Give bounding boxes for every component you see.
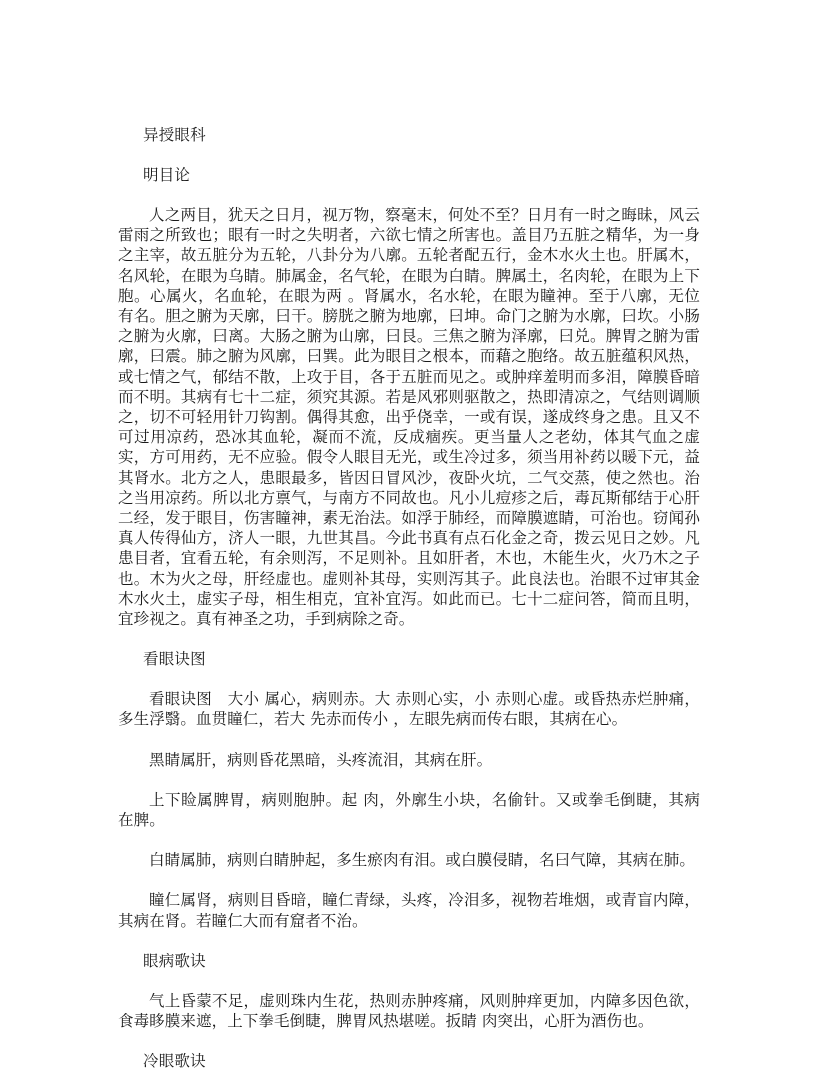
section-heading-kanyanjuetu: 看眼诀图	[143, 650, 206, 669]
body-paragraph: 气上昏蒙不足，虚则珠内生花，热则赤肿疼痛，风则肿痒更加，内障多因色欲，食毒眵膜来遮，上下拳毛倒睫，脾胃风热堪嗟。扳睛 肉突出，心肝为酒伤也。	[118, 991, 700, 1031]
body-paragraph: 人之两目，犹天之日月，视万物，察毫末，何处不至？日月有一时之晦昧，风云雷雨之所致也；眼有一时之失明者，六欲七情之所害也。盖目乃五脏之精华，为一身之主宰，故五脏分为五轮，八卦分为八廓。五轮者配五行，金木水火土也。肝属木，名风轮，在眼为乌睛。肺属金，名气轮，在眼为白睛。脾属土，名肉轮，在眼为上下胞。心属火，名血轮，在眼为两 。肾属水，名水轮，在眼为瞳神。至于八廓，无位有名。胆之腑为天廓，曰干。膀胱之腑为地廓，曰坤。命门之腑为水廓，曰坎。小肠之腑为火廓，曰离。大肠之腑为山廓，曰艮。三焦之腑为泽廓，曰兑。脾胃之腑为雷廓，曰震。肺之腑为风廓，曰巽。此为眼目之根本，而藉之胞络。故五脏蕴积风热，或七情之气，郁结不散，上攻于目，各于五脏而见之。或肿痒羞明而多泪，障膜昏暗而不明。其病有七十二症，须究其源。若是风邪则驱散之，热即清凉之，气结则调顺之，切不可轻用针刀钩割。偶得其愈，出乎侥幸，一或有误，遂成终身之患。且又不可过用凉药，恐冰其血轮，凝而不流，反成痼疾。更当量人之老幼，体其气血之虚实，方可用药，无不应验。假令人眼目无光，或生冷过多，须当用补药以暖下元，益其肾水。北方之人，患眼最多，皆因日冒风沙，夜卧火坑，二气交蒸，使之然也。治之当用凉药。所以北方禀气，与南方不同故也。凡小儿痘疹之后，毒瓦斯郁结于心肝二经，发于眼目，伤害瞳神，素无治法。如浮于肺经，而障膜遮睛，可治也。窃闻孙真人传得仙方，济人一眼，九世其昌。今此书真有点石化金之奇，拨云见日之妙。凡患目者，宜看五轮，有余则泻，不足则补。且如肝者，木也，木能生火，火乃木之子也。木为火之母，肝经虚也。虚则补其母，实则泻其子。此良法也。治眼不过审其金木水火土，虚实子母，相生相克，宜补宜泻。如此而已。七十二症问答，简而且明，宜珍视之。真有神圣之功，手到病除之奇。	[118, 206, 700, 629]
body-paragraph: 看眼诀图 大小 属心，病则赤。大 赤则心实，小 赤则心虚。或昏热赤烂肿痛，多生浮翳。血贯瞳仁，若大 先赤而传小 ，左眼先病而传右眼，其病在心。	[118, 690, 700, 729]
body-paragraph: 瞳仁属肾，病则目昏暗，瞳仁青绿，头疼，冷泪多，视物若堆烟，或青盲内障，其病在肾。若瞳仁大而有窟者不治。	[118, 891, 700, 930]
document-title: 异授眼科	[143, 126, 206, 144]
section-heading-yanbinggejue: 眼病歌诀	[143, 951, 206, 970]
section-heading-mingmulun: 明目论	[143, 166, 191, 184]
body-paragraph: 黑睛属肝，病则昏花黑暗，头疼流泪，其病在肝。	[149, 750, 493, 769]
body-paragraph: 上下睑属脾胃，病则胞肿。起 肉，外廓生小块，名偷针。又或拳毛倒睫，其病在脾。	[118, 790, 700, 830]
section-heading-lengyangejue: 冷眼歌诀	[143, 1052, 206, 1071]
body-paragraph: 白睛属肺，病则白睛肿起，多生瘀肉有泪。或白膜侵睛，名曰气障，其病在肺。	[149, 851, 696, 870]
